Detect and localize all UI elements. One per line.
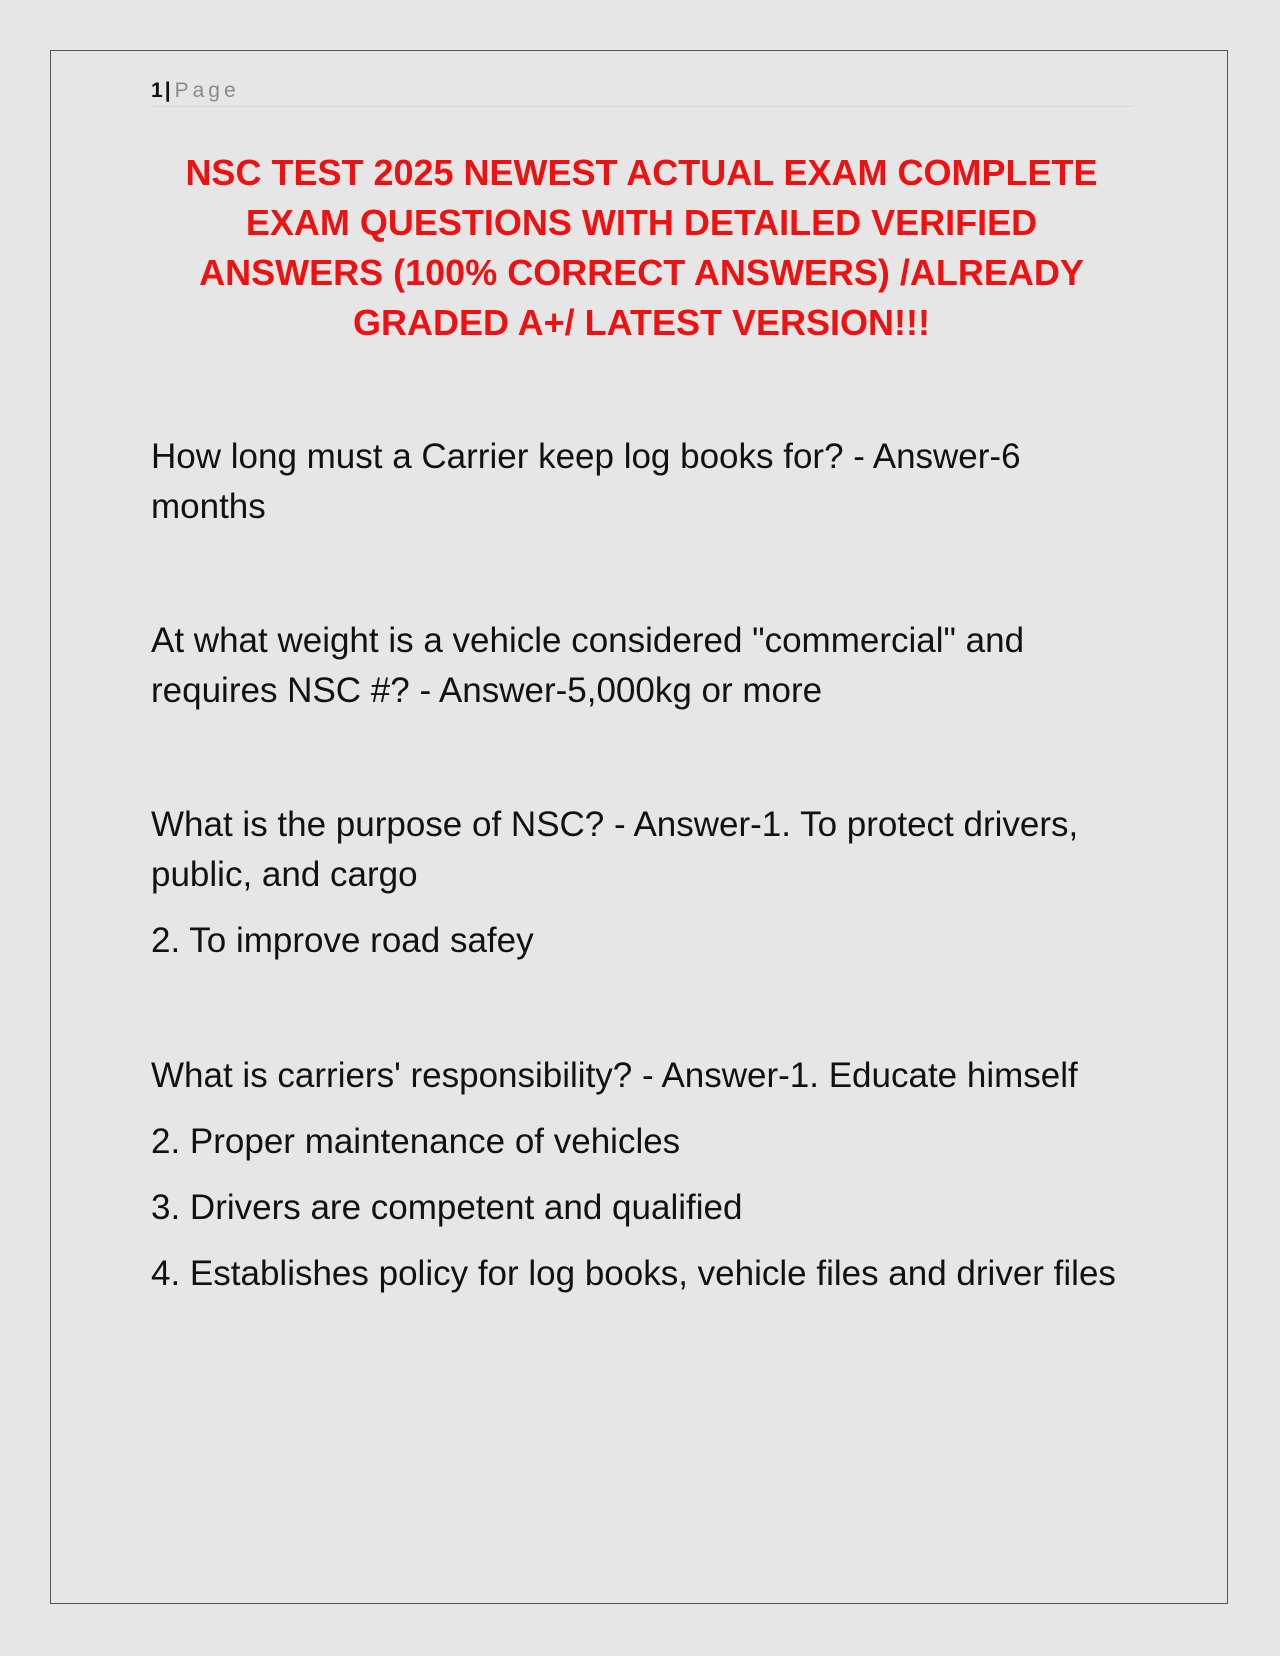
page-header bbox=[151, 76, 1132, 107]
qa-line: How long must a Carrier keep log books for? - Answer-6 months bbox=[151, 437, 1021, 526]
document-title: NSC TEST 2025 NEWEST ACTUAL EXAM COMPLETE EXAM QUESTIONS WITH DETAILED VERIFIED ANSWERS (100% CORRECT ANSWERS) /ALREADY GRADED A+/ LATEST VERSION!!! bbox=[185, 152, 1098, 343]
qa-item bbox=[151, 616, 1132, 716]
page-number-separator: | bbox=[164, 79, 171, 102]
qa-line: 3. Drivers are competent and qualified bbox=[151, 1188, 743, 1227]
qa-line: 2. Proper maintenance of vehicles bbox=[151, 1122, 681, 1161]
page-label: Page bbox=[174, 79, 240, 102]
qa-item bbox=[151, 432, 1132, 532]
qa-line: 4. Establishes policy for log books, vehicle files and driver files bbox=[151, 1254, 1116, 1293]
qa-item bbox=[151, 1051, 1132, 1299]
qa-line: 2. To improve road safey bbox=[151, 921, 534, 960]
qa-line: At what weight is a vehicle considered "commercial" and requires NSC #? - Answer-5,000kg or more bbox=[151, 621, 1025, 710]
qa-item bbox=[151, 800, 1132, 966]
qa-line: What is carriers' responsibility? - Answer-1. Educate himself bbox=[151, 1056, 1078, 1095]
qa-line: What is the purpose of NSC? - Answer-1. To protect drivers, public, and cargo bbox=[151, 805, 1079, 894]
page-number: 1 bbox=[151, 79, 163, 102]
